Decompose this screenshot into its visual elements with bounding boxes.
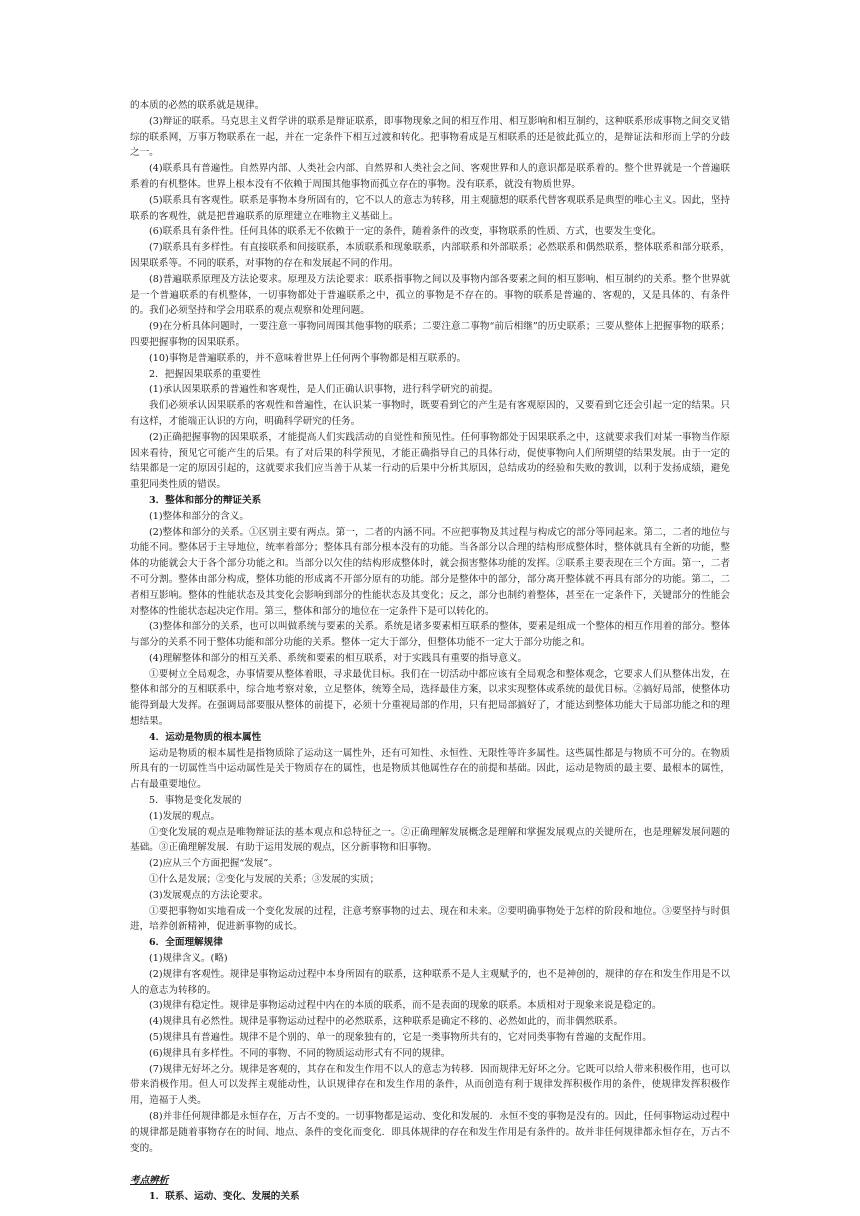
text-paragraph: (2)整体和部分的关系。①区别主要有两点。第一，二者的内涵不同。不应把事物及其过程与构成它的部分等同起来。第二，二者的地位与功能不同。整体居于主导地位，统率着部分；整体具有部分根本没有的功能。当各部分以合理的结构形成整体时，整体就具有全新的功能，整体的功能就会大于各个部分功能之和。当部分以欠佳的结构形成整体时，就会损害整体功能的发挥。②联系主要表现在三个方面。第一，二者不可分割。整体由部分构成，整体功能的形成离不开部分原有的功能。部分是整体中的部分，部分离开整体就不再具有部分的功能。第二，二者相互影响。整体的性能状态及其变化会影响到部分的性能状态及其变化；反之，部分也制约着整体，甚至在一定条件下，关键部分的性能会对整体的性能状态起决定作用。第三，整体和部分的地位在一定条件下是可以转化的。 — [130, 526, 730, 617]
text-paragraph: (2)应从三个方面把握“发展”。 — [149, 858, 278, 870]
text-paragraph: (5)联系具有客观性。联系是事物本身所固有的，它不以人的意志为转移，用主观臆想的联系代替客观联系是典型的唯心主义。因此，坚持联系的客观性，就是把普遍联系的原理建立在唯物主义基础上。 — [130, 194, 730, 222]
text-paragraph: (6)联系具有条件性。任何具体的联系无不依赖于一定的条件，随着条件的改变，事物联系的性质、方式，也要发生变化。 — [149, 226, 662, 238]
text-paragraph: (10)事物是普遍联系的，并不意味着世界上任何两个事物都是相互联系的。 — [149, 352, 467, 364]
text-paragraph: (9)在分析具体问题时，一要注意一事物同周围其他事物的联系；二要注意二事物“前后相继”的历史联系；三要从整体上把握事物的联系；四要把握事物的因果联系。 — [130, 321, 730, 348]
text-paragraph: (4)规律具有必然性。规律是事物运动过程中的必然联系，这种联系是确定不移的、必然如此的，而非偶然联系。 — [149, 1016, 624, 1028]
text-paragraph: (1)发展的观点。 — [149, 810, 221, 822]
text-paragraph: ①要把事物如实地看成一个变化发展的过程，注意考察事物的过去、现在和未来。②要明确事物处于怎样的阶段和地位。③要坚持与时俱进，培养创新精神，促进新事物的成长。 — [130, 905, 730, 933]
section-heading: 3．整体和部分的辩证关系 — [149, 494, 262, 506]
text-paragraph: (7)联系具有多样性。有直接联系和间接联系，本质联系和现象联系，内部联系和外部联系；必然联系和偶然联系，整体联系和部分联系，因果联系等。不同的联系，对事物的存在和发展起不同的作用。 — [130, 242, 730, 269]
text-paragraph: (6)规律具有多样性。不同的事物、不同的物质运动形式有不同的规律。 — [149, 1047, 451, 1059]
text-paragraph: 运动是物质的根本属性是指物质除了运动这一属性外，还有可知性、永恒性、无限性等许多属性。这些属性都是与物质不可分的。在物质所具有的一切属性当中运动属性是关于物质存在的属性，也是物质其他属性存在的前提和基础。因此，运动是物质的最主要、最根本的属性，占有最重要地位。 — [130, 747, 730, 791]
kaodian-label — [130, 1173, 730, 1189]
text-paragraph: (1)整体和部分的含义。 — [149, 510, 249, 522]
text-paragraph: (4)理解整体和部分的相互关系、系统和要素的相互联系，对于实践具有重要的指导意义。 — [149, 652, 528, 664]
section-heading: 6．全面理解规律 — [149, 937, 223, 949]
text-line: 的本质的必然的联系就是规律。 — [130, 100, 265, 111]
text-paragraph: (1)承认因果联系的普遍性和客观性，是人们正确认识事物，进行科学研究的前提。 — [149, 384, 499, 396]
section-heading: 2．把握因果联系的重要性 — [149, 368, 261, 380]
text-paragraph: (8)并非任何规律都是永恒存在，万古不变的。一切事物都是运动、变化和发展的．永恒不变的事物是没有的。因此，任何事物运动过程中的规律都是随着事物存在的时间、地点、条件的变化而变化．即具体规律的存在和发生作用是有条件的。故并非任何规律都永恒存在，万古不变的。 — [130, 1111, 730, 1154]
section-heading: 1．联系、运动、变化、发展的关系 — [149, 1191, 300, 1203]
text-paragraph: ①什么是发展；②变化与发展的关系；③发展的实质； — [149, 874, 380, 886]
text-paragraph: (8)普遍联系原理及方法论要求。原理及方法论要求：联系指事物之间以及事物内部各要素之间的相互影响、相互制约的关系。整个世界就是一个普遍联系的有机整体，一切事物都处于普遍联系之中，孤立的事物是不存在的。事物的联系是普遍的、客观的，又是具体的、有条件的。我们必须坚持和学会用联系的观点观察和处理问题。 — [130, 273, 730, 317]
text-paragraph: (3)整体和部分的关系，也可以叫做系统与要素的关系。系统是诸多要素相互联系的整体，要素是组成一个整体的相互作用着的部分。整体与部分的关系不同于整体功能和部分功能的关系。整体一定大于部分，但整体功能不一定大于部分功能之和。 — [130, 621, 730, 649]
text-paragraph: (3)发展观点的方法论要求。 — [149, 889, 269, 901]
text-paragraph: (4)联系具有普遍性。自然界内部、人类社会内部、自然界和人类社会之间、客观世界和人的意识都是联系着的。整个世界就是一个普遍联系着的有机整体。世界上根本没有不依赖于周围其他事物而孤立存在的事物。没有联系，就没有物质世界。 — [130, 163, 730, 190]
text-paragraph: (3)辩证的联系。马克思主义哲学讲的联系是辩证联系，即事物现象之间的相互作用、相互影响和相互制约，这种联系形成事物之间交叉错综的联系网，万事万物联系在一起，并在一定条件下相互过渡和转化。把事物看成是互相联系的还是彼此孤立的，是辩证法和形而上学的分歧之一。 — [130, 115, 730, 159]
text-paragraph: (3)规律有稳定性。规律是事物运动过程中内在的本质的联系，而不是表面的现象的联系。本质相对于现象来说是稳定的。 — [149, 1000, 662, 1012]
text-paragraph: (7)规律无好坏之分。规律是客观的，其存在和发生作用不以人的意志为转移．因而规律无好坏之分。它既可以给人带来积极作用，也可以带来消极作用。但人可以发挥主观能动性，认识规律存在和发生作用的条件，从而创造有利于规律发挥积极作用的条件，使规律发挥积极作用，造福于人类。 — [130, 1063, 730, 1107]
text-paragraph: (1)规律含义。(略) — [149, 953, 228, 965]
text-paragraph: (2)规律有客观性。规律是事物运动过程中本身所固有的联系，这种联系不是人主观赋予的，也不是神创的，规律的存在和发生作用是不以人的意志为转移的。 — [130, 968, 730, 996]
section-heading: 5．事物是变化发展的 — [149, 795, 242, 807]
kaodian-label-text: 考点辨析 — [130, 1175, 169, 1187]
text-paragraph: ①变化发展的观点是唯物辩证法的基本观点和总特征之一。②正确理解发展概念是理解和掌握发展观点的关键所在，也是理解发展问题的基础。③正确理解发展．有助于运用发展的观点，区分新事物和旧事物。 — [130, 826, 730, 854]
text-paragraph: ①要树立全局观念，办事情要从整体着眼，寻求最优目标。我们在一切活动中都应该有全局观念和整体观念，它要求人们从整体出发，在整体和部分的互相联系中，综合地考察对象，立足整体，统筹全局，选择最佳方案，以求实现整体或系统的最优目标。②搞好局部，使整体功能得到最大发挥。在强调局部要服从整体的前提下，必须十分重视局部的作用，只有把局部搞好了，才能达到整体功能大于局部功能之和的理想结果。 — [130, 668, 730, 728]
section-heading: 4．运动是物质的根本属性 — [149, 731, 262, 743]
text-paragraph: (5)规律具有普遍性。规律不是个别的、单一的现象独有的，它是一类事物所共有的，它对同类事物有普遍的支配作用。 — [149, 1032, 652, 1044]
document-page — [130, 98, 730, 1205]
text-paragraph: 我们必须承认因果联系的客观性和普遍性，在认识某一事物时，既要看到它的产生是有客观原因的，又要看到它还会引起一定的结果。只有这样，才能端正认识的方向，明确科学研究的任务。 — [130, 400, 730, 427]
text-paragraph: (2)正确把握事物的因果联系，才能提高人们实践活动的自觉性和预见性。任何事物都处于因果联系之中，这就要求我们对某一事物当作原因来看待，预见它可能产生的后果。有了对后果的科学预见，才能正确指导自己的具体行动，促使事物向人们所期望的结果发展。由于一定的结果都是一定的原因引起的，这就要求我们应当善于从某一行动的后果中分析其原因，总结成功的经验和失败的教训，以利于发扬成绩，避免重犯同类性质的错误。 — [130, 431, 730, 491]
